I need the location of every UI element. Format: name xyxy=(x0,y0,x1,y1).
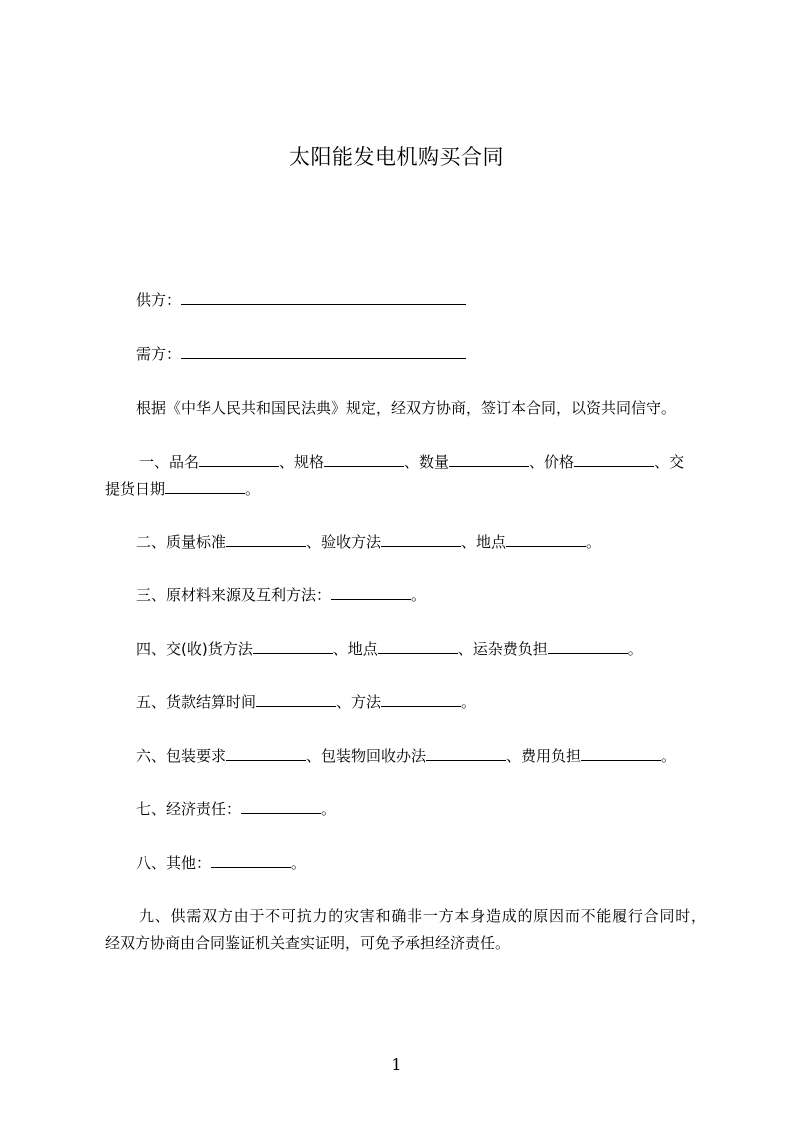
clause-1-text: 。 xyxy=(245,480,261,498)
blank-field xyxy=(378,639,458,654)
blank-field xyxy=(211,853,291,868)
clause-1-text: 、数量 xyxy=(404,453,450,471)
blank-field xyxy=(324,452,404,467)
clause-4-text: 四、交(收)货方法 xyxy=(136,640,253,658)
clause-3-text: 。 xyxy=(411,586,427,604)
clause-4-text: 。 xyxy=(627,640,643,658)
clause-5-text: 五、货款结算时间 xyxy=(136,693,257,711)
blank-field xyxy=(506,532,586,547)
blank-field xyxy=(241,799,321,814)
supplier-blank xyxy=(181,290,466,305)
clause-3-text: 三、原材料来源及互利方法： xyxy=(136,586,332,604)
blank-field xyxy=(426,746,506,761)
supplier-line xyxy=(136,289,706,311)
clause-2 xyxy=(136,531,706,553)
clause-5-text: 、方法 xyxy=(336,693,382,711)
clause-1-line-2 xyxy=(105,478,706,500)
clause-8-text: 八、其他： xyxy=(136,854,212,872)
clause-1-text: 、价格 xyxy=(529,453,575,471)
clause-7-text: 。 xyxy=(321,800,337,818)
buyer-label: 需方： xyxy=(136,345,182,363)
clause-9-text: 九、供需双方由于不可抗力的灾害和确非一方本身造成的原因而不能履行合同时， xyxy=(139,907,706,925)
supplier-label: 供方： xyxy=(136,291,182,309)
blank-field xyxy=(381,692,461,707)
blank-field xyxy=(449,452,529,467)
blank-field xyxy=(165,479,245,494)
buyer-line xyxy=(136,343,706,365)
clause-7 xyxy=(136,798,706,820)
blank-field xyxy=(256,692,336,707)
clause-9-line-1 xyxy=(139,905,706,927)
clause-5-text: 。 xyxy=(461,693,477,711)
blank-field xyxy=(574,452,654,467)
page-number: 1 xyxy=(391,1055,402,1074)
page-title: 太阳能发电机购买合同 xyxy=(289,145,504,169)
clause-6-text: 。 xyxy=(661,747,677,765)
blank-field xyxy=(199,452,279,467)
clause-4-text: 、地点 xyxy=(332,640,378,658)
blank-field xyxy=(548,639,628,654)
clause-6-text: 、费用负担 xyxy=(506,747,582,765)
clause-2-text: 。 xyxy=(586,533,602,551)
clause-8 xyxy=(136,852,706,874)
blank-field xyxy=(331,585,411,600)
clause-2-text: 二、质量标准 xyxy=(136,533,227,551)
clause-4-text: 、运杂费负担 xyxy=(457,640,548,658)
blank-field xyxy=(226,532,306,547)
clause-1-text: 、交 xyxy=(654,453,685,471)
clause-3 xyxy=(136,584,706,606)
clause-8-text: 。 xyxy=(291,854,307,872)
clause-5 xyxy=(136,691,706,713)
blank-field xyxy=(226,746,306,761)
clause-6-text: 、包装物回收办法 xyxy=(306,747,427,765)
clause-7-text: 七、经济责任： xyxy=(136,800,242,818)
clause-2-text: 、地点 xyxy=(461,533,507,551)
clause-1-text: 一、品名 xyxy=(139,453,200,471)
blank-field xyxy=(381,532,461,547)
clause-9-line-2: 经双方协商由合同鉴证机关查实证明，可免予承担经济责任。 xyxy=(105,934,511,952)
clause-2-text: 、验收方法 xyxy=(306,533,382,551)
blank-field xyxy=(253,639,333,654)
clause-1-line-1 xyxy=(139,451,706,473)
clause-6-text: 六、包装要求 xyxy=(136,747,227,765)
clause-4 xyxy=(136,638,706,660)
clause-1-text: 、规格 xyxy=(279,453,325,471)
clause-6 xyxy=(136,745,706,767)
buyer-blank xyxy=(181,344,466,359)
clause-1-text: 提货日期 xyxy=(105,480,166,498)
blank-field xyxy=(581,746,661,761)
intro-paragraph: 根据《中华人民共和国民法典》规定，经双方协商，签订本合同，以资共同信守。 xyxy=(136,399,677,417)
